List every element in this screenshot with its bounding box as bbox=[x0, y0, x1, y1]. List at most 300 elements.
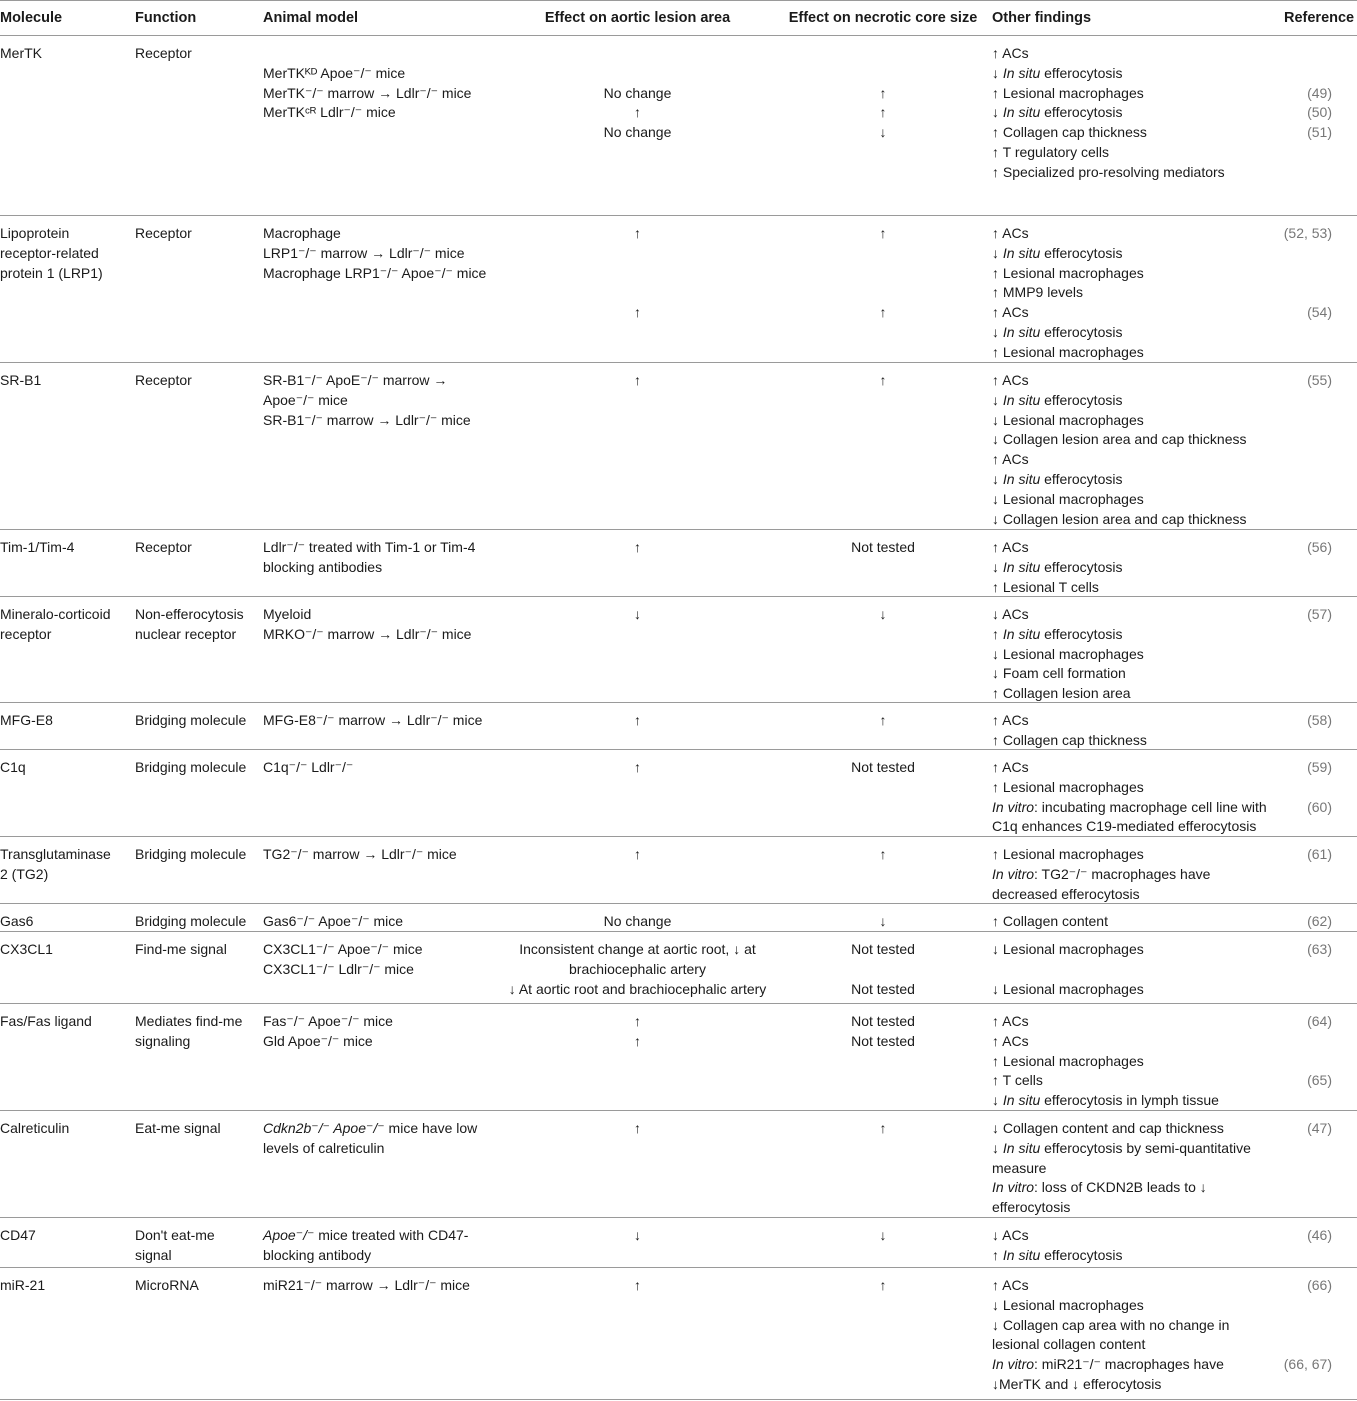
cell-line: ↑ ACs bbox=[992, 1032, 1029, 1049]
cell-line: ↑ ACs bbox=[992, 712, 1029, 728]
cell-line: (58) bbox=[1307, 712, 1332, 728]
cell-line bbox=[507, 64, 768, 84]
cell-line: MicroRNA bbox=[135, 1277, 199, 1293]
cell-line bbox=[1262, 264, 1332, 284]
cell-line: ↑ Collagen cap thickness bbox=[992, 731, 1147, 748]
cell-line: ↑ bbox=[634, 225, 641, 241]
cell-line: (66, 67) bbox=[1283, 1356, 1332, 1373]
cell-line: nuclear receptor bbox=[135, 625, 237, 642]
cell-line: Not tested bbox=[851, 980, 915, 997]
cell-line: SR-B1 bbox=[0, 372, 42, 388]
molecule-cell bbox=[0, 224, 128, 283]
animal-model-cell bbox=[263, 758, 513, 778]
cell-line: Bridging molecule bbox=[135, 846, 247, 862]
cell-line: ↑ Specialized pro-resolving mediators bbox=[992, 163, 1225, 180]
cell-line: In vitro: TG2⁻/⁻ macrophages have bbox=[992, 865, 1211, 882]
reference-cell bbox=[1262, 1276, 1332, 1375]
lesion-area-cell bbox=[507, 605, 768, 625]
lesion-area-cell bbox=[507, 538, 768, 558]
cell-line: Ldlr⁻/⁻ treated with Tim-1 or Tim-4 bbox=[263, 539, 476, 555]
necrotic-core-cell bbox=[768, 711, 998, 731]
cell-line: ↑ ACs bbox=[992, 225, 1029, 241]
cell-line: ↓ bbox=[879, 606, 887, 622]
cell-line: Myeloid bbox=[263, 606, 312, 622]
table-row bbox=[0, 363, 1357, 530]
lesion-area-cell bbox=[507, 371, 768, 391]
cell-line: ↓ Collagen lesion area and cap thickness bbox=[992, 510, 1247, 527]
cell-line: Mineralo-corticoid bbox=[0, 606, 111, 622]
animal-model-cell bbox=[263, 912, 513, 932]
lesion-area-cell bbox=[507, 940, 768, 999]
cell-line: No change bbox=[603, 84, 672, 101]
cell-line: C1q enhances C19-mediated efferocytosis bbox=[992, 818, 1257, 835]
cell-line bbox=[768, 64, 998, 84]
cell-line: blocking antibodies bbox=[263, 558, 383, 575]
cell-line: receptor bbox=[0, 625, 52, 642]
cell-line: SR-B1⁻/⁻ ApoE⁻/⁻ marrow → bbox=[263, 372, 448, 388]
molecule-cell bbox=[0, 1119, 128, 1139]
cell-line bbox=[1262, 283, 1332, 303]
table-row bbox=[0, 750, 1357, 837]
cell-line: TG2⁻/⁻ marrow → Ldlr⁻/⁻ mice bbox=[263, 846, 457, 862]
other-findings-cell bbox=[992, 224, 1282, 363]
cell-line: MFG-E8 bbox=[0, 712, 53, 728]
lesion-area-cell bbox=[507, 224, 768, 323]
molecule-cell bbox=[0, 758, 128, 778]
molecule-cell bbox=[0, 845, 128, 885]
cell-line: ↓ In situ efferocytosis bbox=[992, 244, 1123, 261]
cell-line: Inconsistent change at aortic root, ↓ at bbox=[519, 941, 756, 957]
molecule-cell bbox=[0, 371, 128, 391]
table-row bbox=[0, 1111, 1357, 1218]
cell-line: CX3CL1⁻/⁻ Apoe⁻/⁻ mice bbox=[263, 941, 423, 957]
cell-line: levels of calreticulin bbox=[263, 1139, 385, 1156]
cell-line: Eat-me signal bbox=[135, 1120, 221, 1136]
cell-line: ↓ In situ efferocytosis bbox=[992, 558, 1123, 575]
cell-line bbox=[1262, 778, 1332, 798]
other-findings-cell bbox=[992, 605, 1282, 704]
cell-line bbox=[768, 283, 998, 303]
table-row bbox=[0, 904, 1357, 932]
cell-line: ↑ bbox=[634, 1277, 641, 1293]
cell-line: ↓ In situ efferocytosis bbox=[992, 391, 1123, 408]
cell-line: No change bbox=[603, 124, 672, 141]
cell-line: ↓ Collagen content and cap thickness bbox=[992, 1120, 1224, 1136]
cell-line: ↑ bbox=[634, 1013, 641, 1029]
cell-line: Don't eat-me bbox=[135, 1227, 215, 1243]
molecule-cell bbox=[0, 912, 128, 932]
cell-line: Apoe⁻/⁻ mice bbox=[263, 391, 348, 408]
cell-line: (46) bbox=[1307, 1227, 1332, 1243]
cell-line: (62) bbox=[1307, 913, 1332, 929]
cell-line bbox=[1262, 44, 1332, 64]
cell-line: Transglutaminase bbox=[0, 846, 111, 862]
header-reference: Reference bbox=[1284, 10, 1355, 26]
animal-model-cell bbox=[263, 1119, 513, 1159]
other-findings-cell bbox=[992, 758, 1282, 837]
necrotic-core-cell bbox=[768, 44, 998, 143]
cell-line: ↓ In situ efferocytosis bbox=[992, 64, 1123, 81]
cell-line: ↑ bbox=[879, 1120, 887, 1136]
lesion-area-cell bbox=[507, 1012, 768, 1052]
lesion-area-cell bbox=[507, 845, 768, 865]
reference-cell bbox=[1262, 940, 1332, 960]
other-findings-cell bbox=[992, 371, 1282, 529]
lesion-area-cell bbox=[507, 758, 768, 778]
cell-line: ↓ In situ efferocytosis bbox=[992, 104, 1123, 121]
reference-cell bbox=[1262, 1012, 1332, 1091]
cell-line: blocking antibody bbox=[263, 1246, 372, 1263]
cell-line: Mediates find-me bbox=[135, 1013, 243, 1029]
other-findings-cell bbox=[992, 711, 1282, 751]
cell-line: ↑ bbox=[879, 712, 887, 728]
lesion-area-cell bbox=[507, 1119, 768, 1139]
cell-line: ↑ bbox=[879, 372, 887, 388]
cell-line: ↑ T cells bbox=[992, 1072, 1043, 1089]
reference-cell bbox=[1262, 758, 1332, 817]
function-cell bbox=[135, 1226, 257, 1266]
cell-line: Gas6⁻/⁻ Apoe⁻/⁻ mice bbox=[263, 913, 404, 929]
animal-model-cell bbox=[263, 940, 513, 980]
cell-line: ↑ bbox=[634, 1120, 641, 1136]
cell-line: miR21⁻/⁻ marrow → Ldlr⁻/⁻ mice bbox=[263, 1277, 470, 1293]
cell-line: (50) bbox=[1307, 104, 1332, 121]
cell-line: ↑ ACs bbox=[992, 539, 1029, 555]
cell-line: ↑ bbox=[879, 84, 887, 101]
cell-line: (52, 53) bbox=[1283, 225, 1332, 241]
cell-line: Fas/Fas ligand bbox=[0, 1013, 92, 1029]
cell-line: Calreticulin bbox=[0, 1120, 70, 1136]
cell-line: Fas⁻/⁻ Apoe⁻/⁻ mice bbox=[263, 1013, 393, 1029]
necrotic-core-cell bbox=[768, 1119, 998, 1139]
reference-cell bbox=[1262, 44, 1332, 143]
necrotic-core-cell bbox=[768, 371, 998, 391]
cell-line: Not tested bbox=[851, 759, 915, 775]
animal-model-cell bbox=[263, 605, 513, 645]
cell-line bbox=[1262, 244, 1332, 264]
function-cell bbox=[135, 371, 257, 391]
cell-line: ↓ bbox=[879, 913, 887, 929]
cell-line: ↑ bbox=[634, 304, 641, 321]
function-cell bbox=[135, 845, 257, 865]
cell-line: No change bbox=[603, 913, 672, 929]
cell-line: protein 1 (LRP1) bbox=[0, 264, 103, 281]
reference-cell bbox=[1262, 538, 1332, 558]
other-findings-cell bbox=[992, 845, 1282, 904]
cell-line: In vitro: incubating macrophage cell line with bbox=[992, 798, 1267, 815]
lesion-area-cell bbox=[507, 912, 768, 932]
cell-line: ↑ ACs bbox=[992, 451, 1029, 468]
molecule-cell bbox=[0, 538, 128, 558]
cell-line: ↓ In situ efferocytosis by semi-quantitative bbox=[992, 1139, 1251, 1156]
cell-line: ↑ Collagen cap thickness bbox=[992, 124, 1147, 141]
cell-line: CX3CL1 bbox=[0, 941, 53, 957]
cell-line: (65) bbox=[1307, 1072, 1332, 1089]
cell-line: ↑ bbox=[634, 846, 641, 862]
other-findings-cell bbox=[992, 44, 1282, 183]
cell-line: ↑ In situ efferocytosis bbox=[992, 625, 1123, 642]
cell-line: ↓ Lesional macrophages bbox=[992, 490, 1144, 507]
other-findings-cell bbox=[992, 1226, 1282, 1266]
cell-line: (49) bbox=[1307, 84, 1332, 101]
lesion-area-cell bbox=[507, 1226, 768, 1246]
cell-line: receptor-related bbox=[0, 244, 99, 261]
cell-line: ↓ bbox=[879, 124, 887, 141]
cell-line: (60) bbox=[1307, 798, 1332, 815]
header-necrotic-core: Effect on necrotic core size bbox=[788, 10, 978, 26]
cell-line: In vitro: miR21⁻/⁻ macrophages have bbox=[992, 1356, 1224, 1373]
reference-cell bbox=[1262, 845, 1332, 865]
necrotic-core-cell bbox=[768, 1012, 998, 1052]
reference-cell bbox=[1262, 605, 1332, 625]
cell-line: Macrophage LRP1⁻/⁻ Apoe⁻/⁻ mice bbox=[263, 264, 487, 281]
table-row bbox=[0, 530, 1357, 597]
cell-line: Lipoprotein bbox=[0, 225, 70, 241]
cell-line: (56) bbox=[1307, 539, 1332, 555]
cell-line: (57) bbox=[1307, 606, 1332, 622]
other-findings-cell bbox=[992, 1012, 1282, 1111]
cell-line: ↓ Lesional macrophages bbox=[992, 645, 1144, 662]
other-findings-cell bbox=[992, 1276, 1282, 1395]
cell-line: (54) bbox=[1307, 304, 1332, 321]
necrotic-core-cell bbox=[768, 758, 998, 778]
cell-line: MerTKᶜᴿ Ldlr⁻/⁻ mice bbox=[263, 104, 396, 121]
cell-line: ↑ bbox=[634, 104, 641, 121]
table-row bbox=[0, 1268, 1357, 1400]
cell-line: Gas6 bbox=[0, 913, 34, 929]
animal-model-cell bbox=[263, 1226, 513, 1266]
cell-line: ↓ ACs bbox=[992, 1227, 1029, 1243]
cell-line: Receptor bbox=[135, 372, 192, 388]
function-cell bbox=[135, 1012, 257, 1052]
reference-cell bbox=[1262, 711, 1332, 731]
cell-line: ↑ bbox=[634, 759, 641, 775]
lesion-area-cell bbox=[507, 44, 768, 143]
cell-line: ↓ ACs bbox=[992, 606, 1029, 622]
cell-line: ↓ Foam cell formation bbox=[992, 665, 1126, 682]
cell-line: Not tested bbox=[851, 1013, 915, 1029]
table-row bbox=[0, 36, 1357, 216]
cell-line: Not tested bbox=[851, 941, 915, 957]
cell-line: ↑ In situ efferocytosis bbox=[992, 1246, 1123, 1263]
necrotic-core-cell bbox=[768, 605, 998, 625]
reference-cell bbox=[1262, 1226, 1332, 1246]
cell-line: In vitro: loss of CKDN2B leads to ↓ bbox=[992, 1179, 1207, 1196]
cell-line: Receptor bbox=[135, 225, 192, 241]
cell-line: Bridging molecule bbox=[135, 712, 247, 728]
cell-line: MFG-E8⁻/⁻ marrow → Ldlr⁻/⁻ mice bbox=[263, 712, 483, 728]
cell-line: ↑ Lesional macrophages bbox=[992, 84, 1144, 101]
header-animal-model: Animal model bbox=[263, 10, 359, 26]
cell-line: ↓ bbox=[634, 1227, 641, 1243]
cell-line: (59) bbox=[1307, 759, 1332, 775]
cell-line: Non-efferocytosis bbox=[135, 606, 244, 622]
cell-line: ↑ T regulatory cells bbox=[992, 143, 1109, 160]
cell-line: ↑ bbox=[634, 1032, 641, 1049]
cell-line: MerTK⁻/⁻ marrow → Ldlr⁻/⁻ mice bbox=[263, 84, 472, 101]
cell-line: ↓ In situ efferocytosis in lymph tissue bbox=[992, 1092, 1219, 1109]
cell-line: Receptor bbox=[135, 539, 192, 555]
molecule-cell bbox=[0, 1012, 128, 1032]
cell-line: MRKO⁻/⁻ marrow → Ldlr⁻/⁻ mice bbox=[263, 625, 472, 642]
cell-line: Not tested bbox=[851, 1032, 915, 1049]
cell-line bbox=[507, 44, 768, 64]
other-findings-cell bbox=[992, 912, 1282, 932]
cell-line: miR-21 bbox=[0, 1277, 46, 1293]
cell-line: C1q⁻/⁻ Ldlr⁻/⁻ bbox=[263, 759, 354, 775]
table-row bbox=[0, 1218, 1357, 1268]
cell-line: CD47 bbox=[0, 1227, 36, 1243]
other-findings-cell bbox=[992, 538, 1282, 597]
cell-line bbox=[768, 244, 998, 264]
cell-line: ↑ Collagen content bbox=[992, 913, 1108, 929]
cell-line: ↑ ACs bbox=[992, 1277, 1029, 1293]
molecule-cell bbox=[0, 940, 128, 960]
cell-line: Gld Apoe⁻/⁻ mice bbox=[263, 1032, 373, 1049]
table-header bbox=[0, 0, 1357, 36]
animal-model-cell bbox=[263, 371, 513, 430]
cell-line: C1q bbox=[0, 759, 26, 775]
cell-line: ↑ ACs bbox=[992, 759, 1029, 775]
cell-line: Macrophage bbox=[263, 225, 341, 241]
molecule-cell bbox=[0, 605, 128, 645]
cell-line bbox=[1262, 1032, 1332, 1052]
table-row bbox=[0, 216, 1357, 363]
table-row bbox=[0, 837, 1357, 904]
molecule-cell bbox=[0, 1226, 128, 1246]
cell-line: ↑ bbox=[879, 1277, 887, 1293]
cell-line: ↓ Lesional macrophages bbox=[992, 1296, 1144, 1313]
cell-line: ↑ Collagen lesion area bbox=[992, 685, 1131, 702]
cell-line: ↓ Lesional macrophages bbox=[992, 980, 1144, 997]
cell-line bbox=[768, 44, 998, 64]
cell-line bbox=[1262, 1335, 1332, 1355]
header-other-findings: Other findings bbox=[992, 10, 1092, 26]
function-cell bbox=[135, 912, 257, 932]
function-cell bbox=[135, 758, 257, 778]
reference-cell bbox=[1262, 371, 1332, 391]
cell-line: ↑ ACs bbox=[992, 372, 1029, 388]
necrotic-core-cell bbox=[768, 845, 998, 865]
cell-line: ↓ Collagen lesion area and cap thickness bbox=[992, 431, 1247, 448]
cell-line: signaling bbox=[135, 1032, 191, 1049]
cell-line: MerTK bbox=[0, 45, 42, 61]
function-cell bbox=[135, 1119, 257, 1139]
header-function: Function bbox=[135, 10, 197, 26]
cell-line bbox=[263, 44, 513, 64]
reference-cell bbox=[1262, 1119, 1332, 1139]
cell-line: ↓ Lesional macrophages bbox=[992, 941, 1144, 957]
function-cell bbox=[135, 940, 257, 960]
cell-line: ↑ bbox=[634, 539, 641, 555]
cell-line: ↑ ACs bbox=[992, 45, 1029, 61]
necrotic-core-cell bbox=[768, 940, 998, 999]
cell-line: ↓ Lesional macrophages bbox=[992, 411, 1144, 428]
cell-line: 2 (TG2) bbox=[0, 865, 49, 882]
necrotic-core-cell bbox=[768, 1226, 998, 1246]
animal-model-cell bbox=[263, 224, 513, 283]
function-cell bbox=[135, 711, 257, 731]
molecule-cell bbox=[0, 711, 128, 731]
table-row bbox=[0, 703, 1357, 750]
cell-line bbox=[1262, 1296, 1332, 1316]
cell-line: ↑ bbox=[879, 225, 887, 241]
cell-line: ↓ bbox=[634, 606, 641, 622]
cell-line: SR-B1⁻/⁻ marrow → Ldlr⁻/⁻ mice bbox=[263, 411, 471, 428]
cell-line: Bridging molecule bbox=[135, 759, 247, 775]
cell-line: ↑ Lesional macrophages bbox=[992, 1052, 1144, 1069]
lesion-area-cell bbox=[507, 711, 768, 731]
cell-line: Bridging molecule bbox=[135, 913, 247, 929]
header-lesion-area: Effect on aortic lesion area bbox=[544, 10, 731, 26]
header-molecule: Molecule bbox=[0, 10, 63, 26]
molecule-cell bbox=[0, 44, 128, 64]
cell-line: ↓ At aortic root and brachiocephalic artery bbox=[508, 980, 767, 997]
cell-line bbox=[1262, 1316, 1332, 1336]
animal-model-cell bbox=[263, 845, 513, 865]
cell-line: ↓MerTK and ↓ efferocytosis bbox=[992, 1375, 1162, 1392]
table-row bbox=[0, 597, 1357, 703]
function-cell bbox=[135, 224, 257, 244]
cell-line: Tim-1/Tim-4 bbox=[0, 539, 75, 555]
necrotic-core-cell bbox=[768, 1276, 998, 1296]
function-cell bbox=[135, 605, 257, 645]
animal-model-cell bbox=[263, 711, 513, 731]
cell-line: Find-me signal bbox=[135, 941, 227, 957]
cell-line: ↓ In situ efferocytosis bbox=[992, 323, 1123, 340]
animal-model-cell bbox=[263, 44, 513, 123]
cell-line: ↑ Lesional T cells bbox=[992, 578, 1099, 595]
cell-line: ↓ In situ efferocytosis bbox=[992, 470, 1123, 487]
cell-line: ↓ Collagen cap area with no change in bbox=[992, 1316, 1230, 1333]
cell-line: (63) bbox=[1307, 941, 1332, 957]
necrotic-core-cell bbox=[768, 224, 998, 323]
cell-line: CX3CL1⁻/⁻ Ldlr⁻/⁻ mice bbox=[263, 960, 414, 977]
cell-line: (64) bbox=[1307, 1013, 1332, 1029]
other-findings-cell bbox=[992, 1119, 1282, 1218]
cell-line: ↑ bbox=[879, 104, 887, 121]
cell-line: Receptor bbox=[135, 45, 192, 61]
cell-line: ↑ ACs bbox=[992, 304, 1029, 321]
cell-line bbox=[768, 960, 998, 980]
cell-line: measure bbox=[992, 1159, 1047, 1176]
cell-line bbox=[768, 264, 998, 284]
function-cell bbox=[135, 44, 257, 64]
function-cell bbox=[135, 538, 257, 558]
other-findings-cell bbox=[992, 940, 1282, 999]
cell-line: LRP1⁻/⁻ marrow → Ldlr⁻/⁻ mice bbox=[263, 244, 465, 261]
cell-line bbox=[507, 283, 768, 303]
cell-line: signal bbox=[135, 1246, 172, 1263]
cell-line: ↑ Lesional macrophages bbox=[992, 778, 1144, 795]
cell-line: (51) bbox=[1307, 124, 1332, 141]
cell-line: ↑ Lesional macrophages bbox=[992, 264, 1144, 281]
reference-cell bbox=[1262, 224, 1332, 323]
cell-line: (55) bbox=[1307, 372, 1332, 388]
molecule-cell bbox=[0, 1276, 128, 1296]
lesion-area-cell bbox=[507, 1276, 768, 1296]
cell-line: ↑ bbox=[879, 304, 887, 321]
cell-line: Not tested bbox=[851, 539, 915, 555]
cell-line: ↑ Lesional macrophages bbox=[992, 846, 1144, 862]
animal-model-cell bbox=[263, 538, 513, 578]
table-row bbox=[0, 1004, 1357, 1111]
necrotic-core-cell bbox=[768, 538, 998, 558]
cell-line bbox=[507, 264, 768, 284]
cell-line: MerTKᴷᴰ Apoe⁻/⁻ mice bbox=[263, 64, 406, 81]
necrotic-core-cell bbox=[768, 912, 998, 932]
cell-line: ↑ Lesional macrophages bbox=[992, 343, 1144, 360]
